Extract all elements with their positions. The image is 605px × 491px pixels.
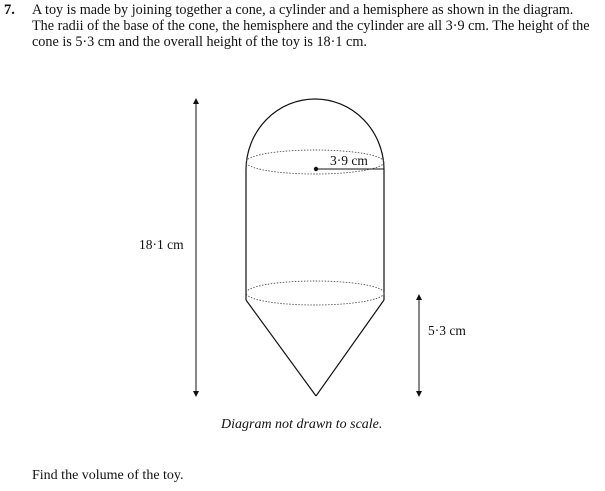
total-height-label: 18·1 cm [139,237,184,252]
cone-right-edge [316,300,384,396]
question-line-2: The radii of the base of the cone, the hemisphere and the cylinder are all 3·9 cm. The height of the [32,18,590,34]
question-number: 7. [4,2,15,18]
cone-left-edge [246,300,316,396]
question-line-1: A toy is made by joining together a cone, a cylinder and a hemisphere as shown in the diagram. [32,2,574,18]
cylinder-base-ellipse [246,281,384,305]
cone-height-label: 5·3 cm [428,323,466,338]
diagram-caption: Diagram not drawn to scale. [221,417,383,432]
question-instruction: Find the volume of the toy. [32,468,184,483]
radius-label: 3·9 cm [330,153,368,168]
question-line-3: cone is 5·3 cm and the overall height of the toy is 18·1 cm. [32,34,367,50]
